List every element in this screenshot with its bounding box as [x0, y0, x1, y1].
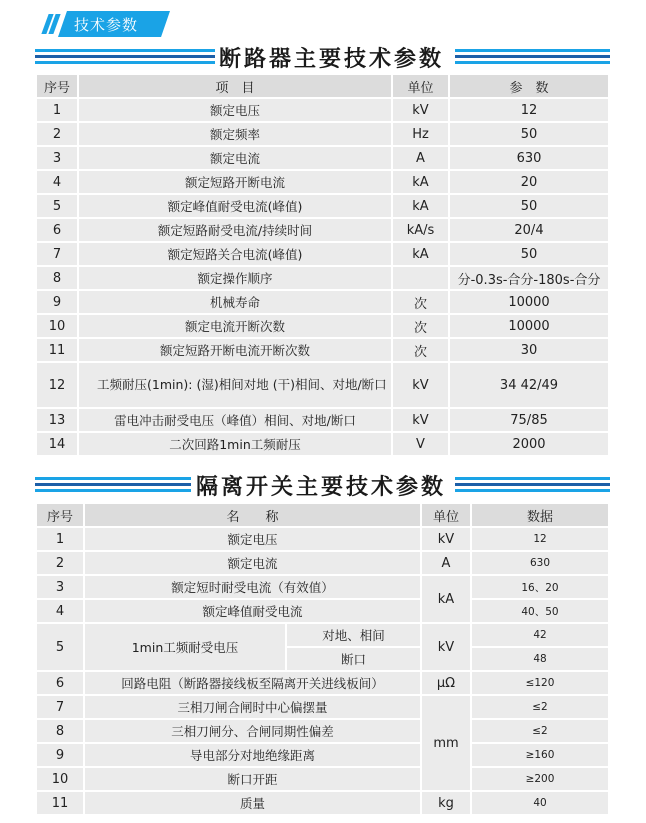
table-row [37, 339, 608, 361]
row-value: ≤2 [472, 696, 608, 718]
row-item: 额定电压 [79, 99, 391, 121]
row-value: 12 [472, 528, 608, 550]
table-row [37, 195, 608, 217]
row-item: 额定电流开断次数 [79, 315, 391, 337]
row-value: 12 [450, 99, 608, 121]
row-unit: A [422, 552, 470, 574]
row-value: 10000 [450, 315, 608, 337]
row-subitem: 断口 [287, 648, 420, 670]
row-item: 断口开距 [85, 768, 420, 790]
row-value: 20/4 [450, 219, 608, 241]
breaker-parameter-table [35, 73, 610, 457]
table-row [37, 768, 608, 790]
row-unit: kV [393, 409, 448, 431]
row-index: 7 [37, 696, 83, 718]
table-row [37, 99, 608, 121]
header-unit: 单位 [422, 504, 470, 526]
row-index: 11 [37, 792, 83, 814]
title-stripes-left [35, 49, 215, 65]
row-item: 导电部分对地绝缘距离 [85, 744, 420, 766]
row-value: 30 [450, 339, 608, 361]
row-index: 8 [37, 267, 77, 289]
row-item: 额定短路开断电流 [79, 171, 391, 193]
title-stripes-left [35, 477, 191, 493]
row-unit: 次 [393, 291, 448, 313]
row-item: 额定短路开断电流开断次数 [79, 339, 391, 361]
row-unit: 次 [393, 339, 448, 361]
row-value: 10000 [450, 291, 608, 313]
header-item: 项 目 [79, 75, 391, 97]
table-row [37, 600, 608, 622]
row-item: 雷电冲击耐受电压（峰值）相间、对地/断口 [79, 409, 391, 431]
row-value: 40 [472, 792, 608, 814]
row-value: 分-0.3s-合分-180s-合分 [450, 267, 608, 289]
row-item: 三相刀闸合闸时中心偏摆量 [85, 696, 420, 718]
row-index: 1 [37, 528, 83, 550]
row-value: 42 [472, 624, 608, 646]
table-header-row [37, 75, 608, 97]
table-row [37, 409, 608, 431]
table-row [37, 696, 608, 718]
table-row [37, 624, 608, 646]
table-row [37, 219, 608, 241]
row-index: 9 [37, 744, 83, 766]
table-row [37, 147, 608, 169]
table-row [37, 744, 608, 766]
row-unit: kA [393, 171, 448, 193]
table-row [37, 243, 608, 265]
row-value: 34 42/49 [450, 363, 608, 407]
isolator-table-title: 隔离开关主要技术参数 [196, 475, 447, 500]
row-item: 额定频率 [79, 123, 391, 145]
table-row [37, 720, 608, 742]
row-item: 三相刀闸分、合闸同期性偏差 [85, 720, 420, 742]
row-index: 8 [37, 720, 83, 742]
table-row [37, 672, 608, 694]
row-unit: kV [422, 528, 470, 550]
row-unit: kV [393, 363, 448, 407]
row-item: 额定峰值耐受电流 [85, 600, 420, 622]
row-value: 50 [450, 195, 608, 217]
table-row [37, 171, 608, 193]
title-stripes-right [455, 49, 610, 65]
row-value: 630 [450, 147, 608, 169]
row-index: 10 [37, 768, 83, 790]
row-index: 4 [37, 171, 77, 193]
row-unit: A [393, 147, 448, 169]
row-item: 机械寿命 [79, 291, 391, 313]
row-value: 40、50 [472, 600, 608, 622]
row-index: 14 [37, 433, 77, 455]
row-unit: V [393, 433, 448, 455]
row-index: 4 [37, 600, 83, 622]
table-row [37, 123, 608, 145]
row-index: 6 [37, 219, 77, 241]
row-item: 额定峰值耐受电流(峰值) [79, 195, 391, 217]
row-index: 7 [37, 243, 77, 265]
row-value: 48 [472, 648, 608, 670]
row-value: ≤120 [472, 672, 608, 694]
row-index: 11 [37, 339, 77, 361]
row-index: 12 [37, 363, 77, 407]
header-value: 参 数 [450, 75, 608, 97]
row-item: 额定短路关合电流(峰值) [79, 243, 391, 265]
table-row [37, 552, 608, 574]
table-header-row [37, 504, 608, 526]
row-value: 20 [450, 171, 608, 193]
row-index: 9 [37, 291, 77, 313]
row-index: 5 [37, 624, 83, 670]
isolator-parameter-table [35, 502, 610, 816]
row-item: 额定短时耐受电流（有效值） [85, 576, 420, 598]
row-value: 50 [450, 123, 608, 145]
row-value: 2000 [450, 433, 608, 455]
title-stripes-right [455, 477, 610, 493]
table-row [37, 576, 608, 598]
row-item: 额定操作顺序 [79, 267, 391, 289]
row-index: 10 [37, 315, 77, 337]
row-value: 630 [472, 552, 608, 574]
header-index: 序号 [37, 75, 77, 97]
header-name: 名 称 [85, 504, 420, 526]
row-index: 13 [37, 409, 77, 431]
row-item: 二次回路1min工频耐压 [79, 433, 391, 455]
row-index: 1 [37, 99, 77, 121]
row-unit: mm [422, 696, 470, 790]
row-index: 2 [37, 552, 83, 574]
row-unit: μΩ [422, 672, 470, 694]
table-row [37, 433, 608, 455]
row-unit: kA [393, 243, 448, 265]
row-item: 工频耐压(1min): (湿)相间对地 (干)相间、对地/断口 [79, 363, 391, 407]
row-item: 回路电阻（断路器接线板至隔离开关进线板间） [85, 672, 420, 694]
row-item: 质量 [85, 792, 420, 814]
row-unit: kV [422, 624, 470, 670]
row-subitem: 对地、相间 [287, 624, 420, 646]
row-unit: kA/s [393, 219, 448, 241]
table-row [37, 528, 608, 550]
row-index: 5 [37, 195, 77, 217]
row-value: ≤2 [472, 720, 608, 742]
table-row [37, 315, 608, 337]
row-index: 3 [37, 147, 77, 169]
row-index: 3 [37, 576, 83, 598]
row-value: 50 [450, 243, 608, 265]
row-value: ≥200 [472, 768, 608, 790]
row-index: 2 [37, 123, 77, 145]
row-value: 75/85 [450, 409, 608, 431]
table-row [37, 792, 608, 814]
row-value: 16、20 [472, 576, 608, 598]
header-index: 序号 [37, 504, 83, 526]
row-unit: kA [393, 195, 448, 217]
table-row [37, 363, 608, 407]
header-data: 数据 [472, 504, 608, 526]
row-item: 额定电流 [85, 552, 420, 574]
header-unit: 单位 [393, 75, 448, 97]
table-row [37, 267, 608, 289]
breaker-table-title: 断路器主要技术参数 [219, 47, 445, 72]
row-value: ≥160 [472, 744, 608, 766]
row-item: 额定电流 [79, 147, 391, 169]
row-unit [393, 267, 448, 289]
table-row [37, 291, 608, 313]
row-item: 1min工频耐受电压 [85, 624, 285, 670]
row-unit: kV [393, 99, 448, 121]
row-unit: kg [422, 792, 470, 814]
row-unit: kA [422, 576, 470, 622]
row-unit: 次 [393, 315, 448, 337]
row-index: 6 [37, 672, 83, 694]
row-item: 额定短路耐受电流/持续时间 [79, 219, 391, 241]
row-unit: Hz [393, 123, 448, 145]
section-tag: 技术参数 [74, 16, 139, 34]
row-item: 额定电压 [85, 528, 420, 550]
